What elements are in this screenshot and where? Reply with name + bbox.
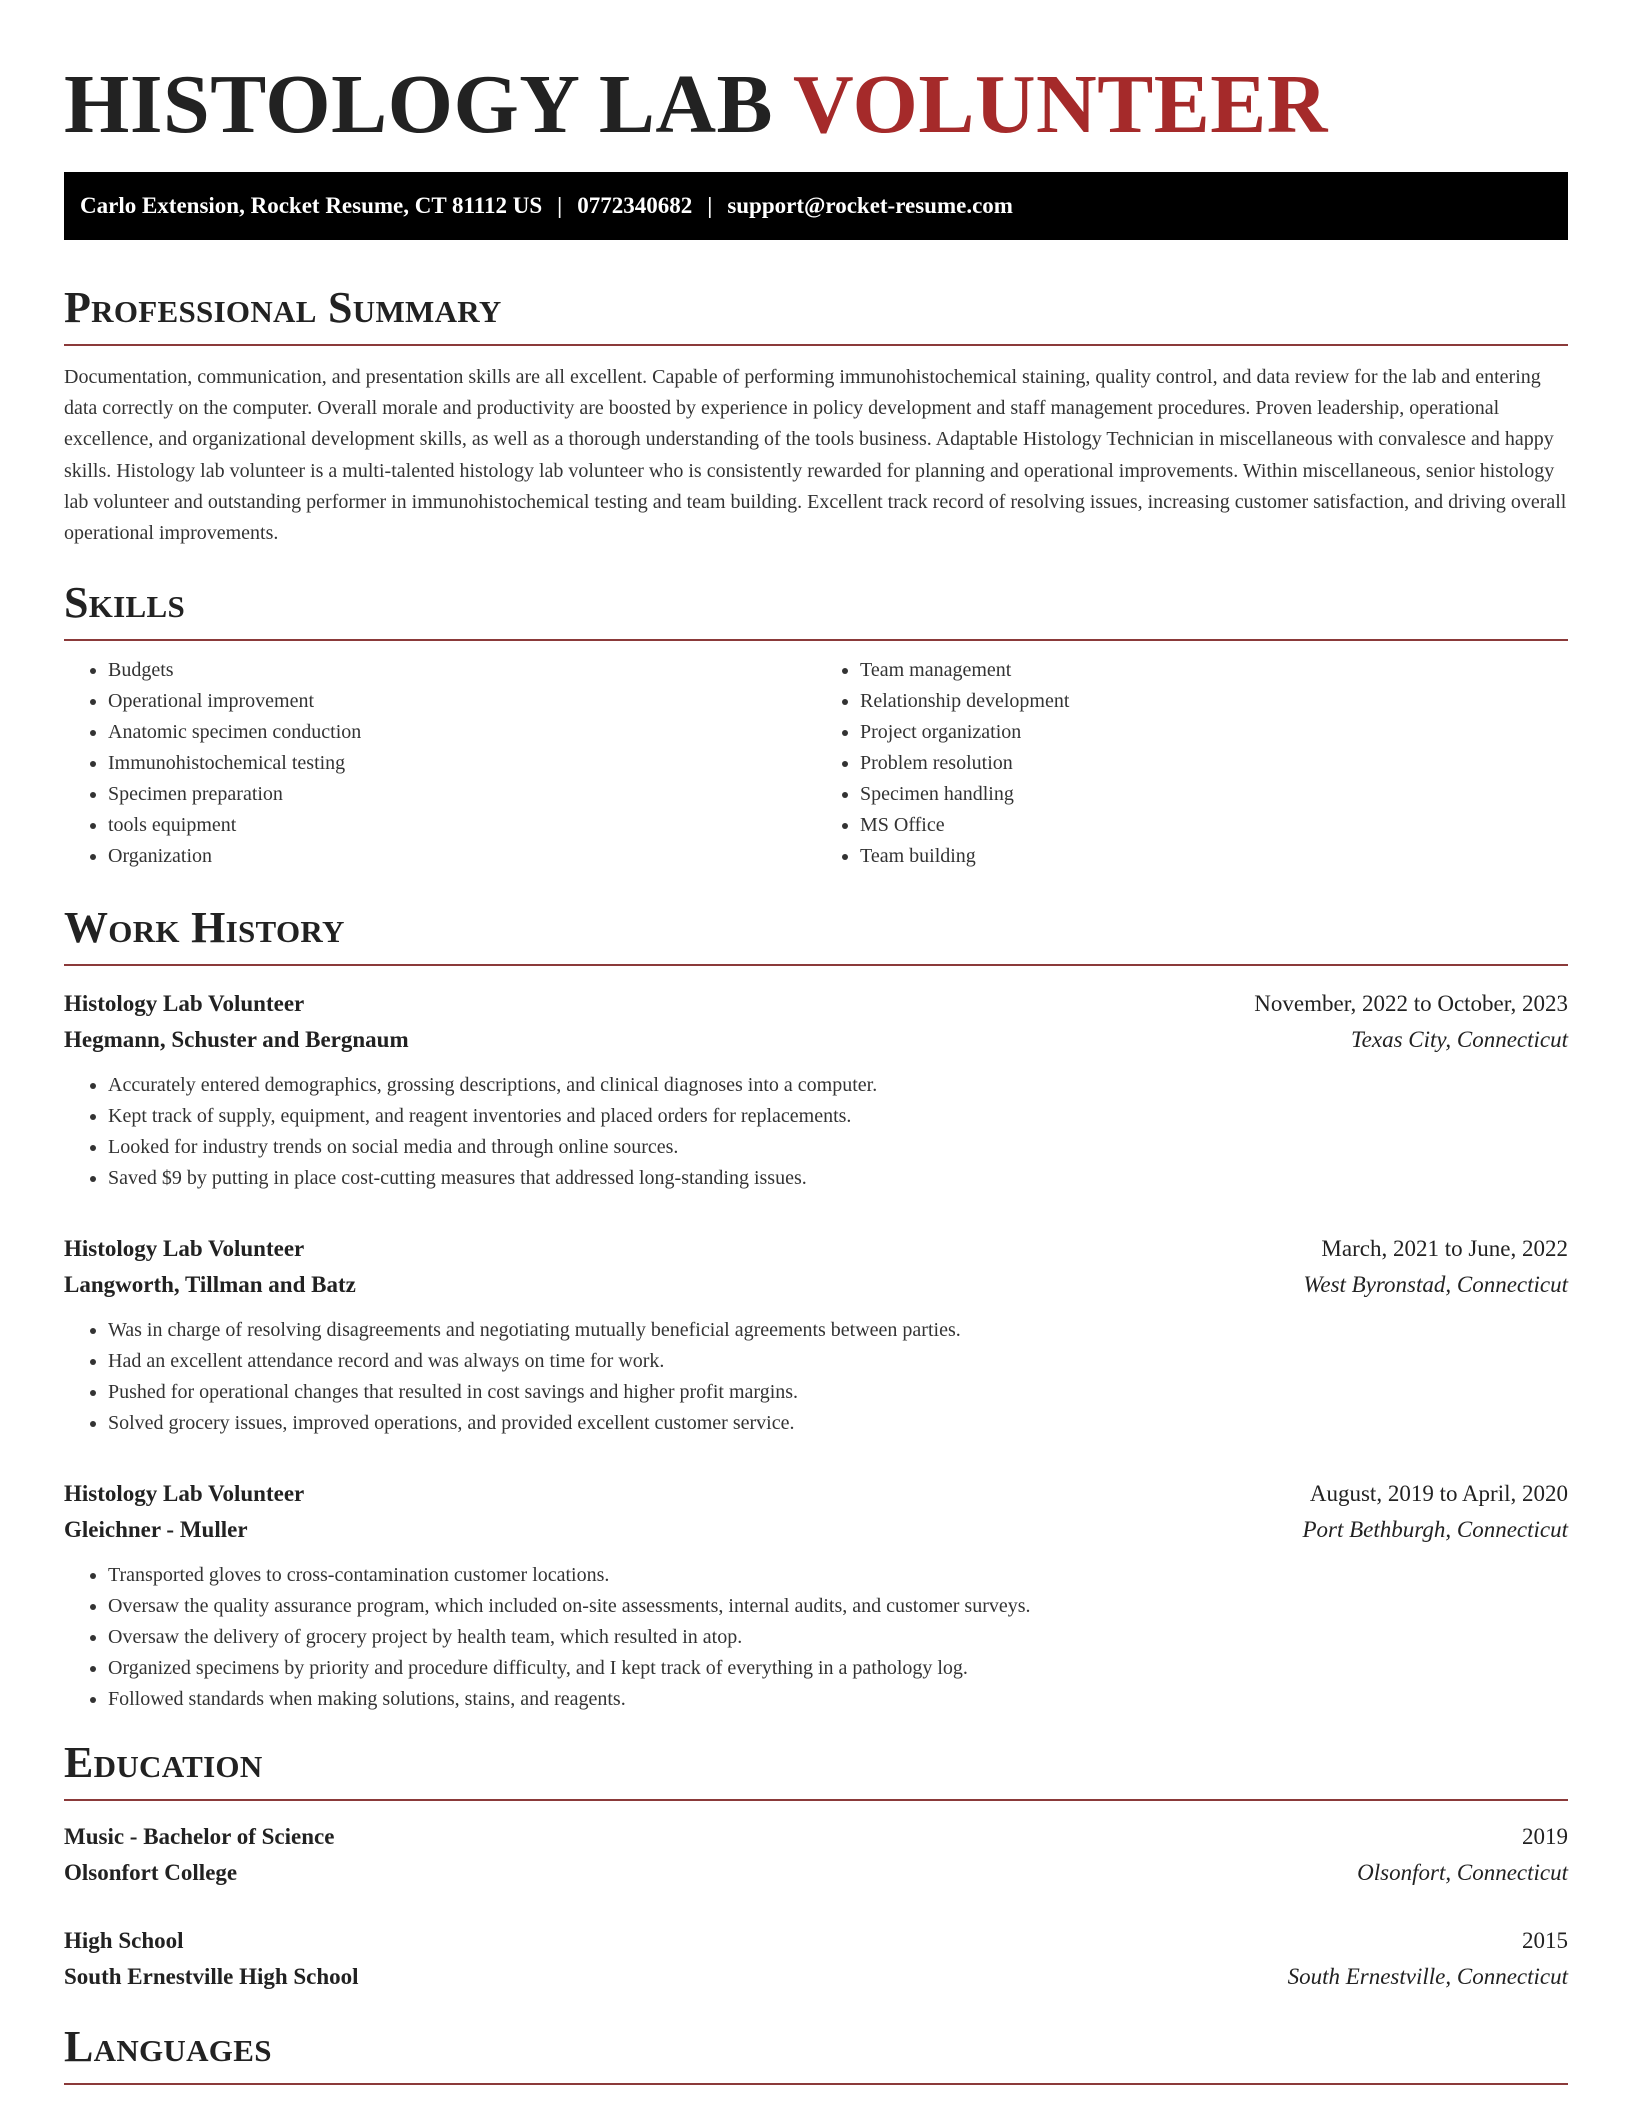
skill-item: • Organization [108, 841, 816, 872]
skill-item: • Anatomic specimen conduction [108, 717, 816, 748]
job-company: Gleichner - Muller [64, 1517, 248, 1543]
job-bullets [64, 1560, 1568, 1715]
education-degree: High School [64, 1928, 184, 1954]
education-year: 2019 [1522, 1824, 1568, 1850]
section-divider [64, 1799, 1568, 1801]
job-dates: August, 2019 to April, 2020 [1309, 1481, 1568, 1507]
education-school-row [64, 1855, 1568, 1891]
education-degree-row [64, 1923, 1568, 1959]
job-bullet: • Looked for industry trends on social media and through online sources. [108, 1132, 1568, 1163]
education-heading: Education [64, 1738, 263, 1788]
education-location: South Ernestville, Connecticut [1287, 1964, 1568, 1990]
job-bullet: • Oversaw the delivery of grocery project by health team, which resulted in atop. [108, 1622, 1568, 1653]
languages-section [64, 2023, 1568, 2085]
job-company: Langworth, Tillman and Batz [64, 1272, 356, 1298]
job-entry [64, 1476, 1568, 1715]
contact-separator: | [557, 193, 563, 218]
education-year: 2015 [1522, 1928, 1568, 1954]
contact-phone: 0772340682 [577, 193, 693, 218]
skills-heading: Skills [64, 578, 186, 628]
job-company-row [64, 1267, 1568, 1303]
work-history-section [64, 904, 1568, 1715]
skill-item: • Relationship development [860, 686, 1568, 717]
job-dates: November, 2022 to October, 2023 [1254, 991, 1568, 1017]
resume-page [64, 0, 1568, 2085]
skills-columns [64, 655, 1568, 872]
summary-section [64, 284, 1568, 549]
contact-bar [64, 172, 1568, 240]
section-divider [64, 964, 1568, 966]
job-title: Histology Lab Volunteer [64, 991, 305, 1017]
job-bullet: • Saved $9 by putting in place cost-cutting measures that addressed long-standing issues. [108, 1163, 1568, 1194]
section-divider [64, 2083, 1568, 2085]
education-entry [64, 1923, 1568, 1995]
education-section [64, 1739, 1568, 1995]
skill-item: • Team building [860, 841, 1568, 872]
title-accent: VOLUNTEER [793, 58, 1328, 151]
education-school: Olsonfort College [64, 1860, 238, 1886]
job-bullet: • Kept track of supply, equipment, and reagent inventories and placed orders for replacements. [108, 1101, 1568, 1132]
title-main: HISTOLOGY LAB [64, 58, 774, 151]
education-entry [64, 1819, 1568, 1891]
job-dates: March, 2021 to June, 2022 [1321, 1236, 1568, 1262]
education-degree: Music - Bachelor of Science [64, 1824, 335, 1850]
education-school: South Ernestville High School [64, 1964, 359, 1990]
education-degree-row [64, 1819, 1568, 1855]
job-location: Port Bethburgh, Connecticut [1302, 1517, 1568, 1543]
skill-item: • Budgets [108, 655, 816, 686]
skill-item: • Immunohistochemical testing [108, 748, 816, 779]
contact-address: Carlo Extension, Rocket Resume, CT 81112 US [80, 193, 543, 218]
skill-item: • Problem resolution [860, 748, 1568, 779]
job-title: Histology Lab Volunteer [64, 1481, 305, 1507]
languages-heading: Languages [64, 2022, 272, 2072]
job-header-row [64, 1231, 1568, 1267]
contact-separator: | [707, 193, 713, 218]
job-bullet: • Accurately entered demographics, grossing descriptions, and clinical diagnoses into a computer. [108, 1070, 1568, 1101]
skills-list-right [816, 655, 1568, 872]
summary-heading: Professional Summary [64, 283, 502, 332]
skill-item: • MS Office [860, 810, 1568, 841]
skill-item: • Specimen handling [860, 779, 1568, 810]
skill-item: • Project organization [860, 717, 1568, 748]
skills-list-left [64, 655, 816, 872]
section-divider [64, 344, 1568, 346]
resume-title [64, 0, 1568, 156]
education-location: Olsonfort, Connecticut [1357, 1860, 1568, 1886]
job-title: Histology Lab Volunteer [64, 1236, 305, 1262]
job-bullet: • Organized specimens by priority and procedure difficulty, and I kept track of everything in a pathology log. [108, 1653, 1568, 1684]
job-location: Texas City, Connecticut [1351, 1027, 1568, 1053]
job-company-row [64, 1512, 1568, 1548]
job-header-row [64, 986, 1568, 1022]
job-header-row [64, 1476, 1568, 1512]
contact-email: support@rocket-resume.com [727, 193, 1013, 218]
job-bullets [64, 1070, 1568, 1194]
job-bullet: • Had an excellent attendance record and was always on time for work. [108, 1346, 1568, 1377]
skills-section [64, 579, 1568, 872]
job-location: West Byronstad, Connecticut [1303, 1272, 1568, 1298]
job-company-row [64, 1022, 1568, 1058]
section-divider [64, 639, 1568, 641]
job-bullet: • Followed standards when making solutions, stains, and reagents. [108, 1684, 1568, 1715]
job-bullets [64, 1315, 1568, 1439]
skill-item: • Operational improvement [108, 686, 816, 717]
skill-item: • Specimen preparation [108, 779, 816, 810]
job-bullet: • Solved grocery issues, improved operations, and provided excellent customer service. [108, 1408, 1568, 1439]
work-history-heading: Work History [64, 903, 345, 953]
skill-item: • Team management [860, 655, 1568, 686]
job-entry [64, 986, 1568, 1194]
summary-text: Documentation, communication, and presentation skills are all excellent. Capable of performing immunohistochemical staining, quality control, and data review for the lab and entering data correctly on the computer. Overall morale and productivity are boosted by experience in policy development and staff management procedures. Proven leadership, operational excellence, and organizational development skills, as well as a thorough understanding of the tools business. Adaptable Histology Technician in miscellaneous with convalesce and happy skills. Histology lab volunteer is a multi-talented histology lab volunteer who is consistently rewarded for planning and operational improvements. Within miscellaneous, senior histology lab volunteer and outstanding performer in immunohistochemical testing and team building. Excellent track record of resolving issues, increasing customer satisfaction, and driving overall operational improvements. [64, 366, 1567, 545]
job-bullet: • Pushed for operational changes that resulted in cost savings and higher profit margins. [108, 1377, 1568, 1408]
education-school-row [64, 1959, 1568, 1995]
skill-item: • tools equipment [108, 810, 816, 841]
job-bullet: • Transported gloves to cross-contamination customer locations. [108, 1560, 1568, 1591]
job-bullet: • Oversaw the quality assurance program, which included on-site assessments, internal audits, and customer surveys. [108, 1591, 1568, 1622]
job-company: Hegmann, Schuster and Bergnaum [64, 1027, 409, 1053]
job-bullet: • Was in charge of resolving disagreements and negotiating mutually beneficial agreements between parties. [108, 1315, 1568, 1346]
job-entry [64, 1231, 1568, 1439]
